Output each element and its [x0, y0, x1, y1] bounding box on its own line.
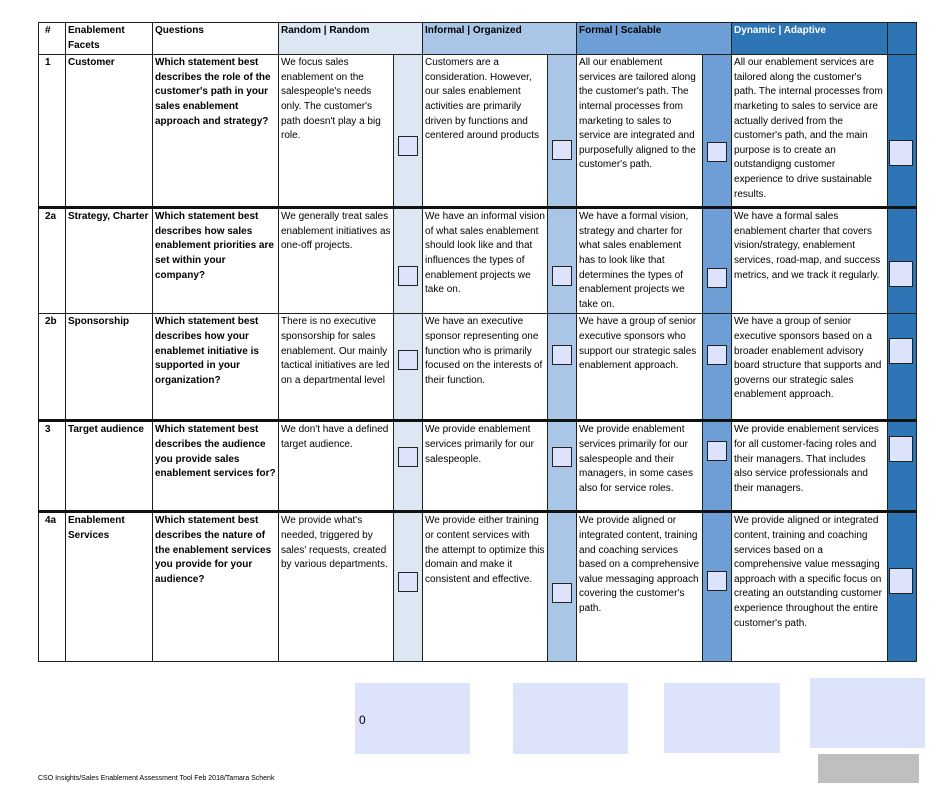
select-cell-dynamic — [888, 55, 917, 208]
table-row — [39, 421, 917, 512]
select-cell-random — [394, 55, 423, 208]
select-cell-formal — [703, 421, 732, 512]
checkbox-random[interactable] — [398, 266, 418, 286]
checkbox-informal[interactable] — [552, 583, 572, 603]
select-cell-dynamic — [888, 512, 917, 662]
checkbox-dynamic[interactable] — [889, 568, 913, 594]
answer-random: There is no executive sponsorship for sales enablement. Our mainly tactical initiatives are led on a departmental level — [279, 314, 394, 421]
checkbox-formal[interactable] — [707, 571, 727, 591]
select-cell-random — [394, 208, 423, 314]
select-cell-formal — [703, 512, 732, 662]
score-total-formal[interactable] — [664, 683, 780, 753]
table-row — [39, 314, 917, 421]
answer-dynamic: We provide aligned or integrated content, training and coaching services based on a comprehensive value messaging approach with a specific focus on creating an outstanding customer experience throughout the entire customer's path. — [732, 512, 888, 662]
header-questions: Questions — [153, 23, 279, 55]
row-facet: Target audience — [66, 421, 153, 512]
header-num: # — [39, 23, 66, 55]
answer-dynamic: We have a formal sales enablement charter that covers vision/strategy, enablement services, road-map, and success metrics, and we track it regularly. — [732, 208, 888, 314]
row-facet: Customer — [66, 55, 153, 208]
assessment-table — [38, 22, 917, 662]
table-row — [39, 55, 917, 208]
answer-formal: We provide aligned or integrated content, training and coaching services based on a comprehensive value messaging approach covering the customer's path. — [577, 512, 703, 662]
header-level-informal: Informal | Organized — [423, 23, 577, 55]
select-cell-dynamic — [888, 208, 917, 314]
checkbox-random[interactable] — [398, 447, 418, 467]
row-number: 3 — [39, 421, 66, 512]
answer-dynamic: All our enablement services are tailored along the customer's path. The internal processes from marketing to sales to service are actually derived from the customer's path, and the main purpose is to create an outstandigng customer experience to drive sustainable results. — [732, 55, 888, 208]
checkbox-formal[interactable] — [707, 345, 727, 365]
select-cell-dynamic — [888, 314, 917, 421]
select-cell-informal — [548, 55, 577, 208]
select-cell-formal — [703, 314, 732, 421]
header-level-dynamic-select — [888, 23, 917, 55]
row-facet: Sponsorship — [66, 314, 153, 421]
checkbox-informal[interactable] — [552, 140, 572, 160]
answer-random: We provide what's needed, triggered by sales' requests, created by various departments. — [279, 512, 394, 662]
row-question: Which statement best describes the nature of the enablement services you provide for your audience? — [153, 512, 279, 662]
row-question: Which statement best describes how sales enablement priorities are set within your company? — [153, 208, 279, 314]
row-number: 2b — [39, 314, 66, 421]
score-total-informal[interactable] — [513, 683, 628, 754]
checkbox-dynamic[interactable] — [889, 338, 913, 364]
table-row — [39, 512, 917, 662]
checkbox-random[interactable] — [398, 136, 418, 156]
checkbox-dynamic[interactable] — [889, 261, 913, 287]
answer-random: We focus sales enablement on the salespeople's needs only. The customer's path doesn't play a big role. — [279, 55, 394, 208]
select-cell-informal — [548, 314, 577, 421]
answer-random: We generally treat sales enablement initiatives as one-off projects. — [279, 208, 394, 314]
row-facet: Enablement Services — [66, 512, 153, 662]
checkbox-random[interactable] — [398, 572, 418, 592]
header-level-random: Random | Random — [279, 23, 423, 55]
score-total-dynamic[interactable] — [810, 678, 925, 748]
select-cell-random — [394, 512, 423, 662]
answer-formal: All our enablement services are tailored along the customer's path. The internal processes from marketing to sales to service are integrated and purposefully aligned to the customer's path. — [577, 55, 703, 208]
answer-informal: We provide either training or content services with the attempt to optimize this domain and make it consistent and effective. — [423, 512, 548, 662]
select-cell-random — [394, 421, 423, 512]
row-question: Which statement best describes the role of the customer's path in your sales enablement approach and strategy? — [153, 55, 279, 208]
score-total-random[interactable] — [355, 683, 470, 754]
select-cell-formal — [703, 208, 732, 314]
row-number: 1 — [39, 55, 66, 208]
select-cell-dynamic — [888, 421, 917, 512]
answer-formal: We have a group of senior executive sponsors who support our strategic sales enablement approach. — [577, 314, 703, 421]
answer-formal: We have a formal vision, strategy and charter for what sales enablement has to look like that determines the types of enablement projects we take on. — [577, 208, 703, 314]
select-cell-formal — [703, 55, 732, 208]
select-cell-informal — [548, 512, 577, 662]
header-level-formal: Formal | Scalable — [577, 23, 732, 55]
header-facets: Enablement Facets — [66, 23, 153, 55]
checkbox-dynamic[interactable] — [889, 140, 913, 166]
score-total-value: 0 — [359, 713, 366, 727]
answer-dynamic: We provide enablement services for all customer-facing roles and their managers. That includes also service professionals and their managers. — [732, 421, 888, 512]
checkbox-formal[interactable] — [707, 441, 727, 461]
checkbox-informal[interactable] — [552, 345, 572, 365]
checkbox-random[interactable] — [398, 350, 418, 370]
row-question: Which statement best describes how your enablemet initiative is supported in your organization? — [153, 314, 279, 421]
checkbox-informal[interactable] — [552, 266, 572, 286]
answer-random: We don't have a defined target audience. — [279, 421, 394, 512]
checkbox-formal[interactable] — [707, 142, 727, 162]
answer-formal: We provide enablement services primarily for our salespeople and their managers, in some cases also for service roles. — [577, 421, 703, 512]
answer-informal: We have an executive sponsor representing one function who is primarily focused on the interests of their function. — [423, 314, 548, 421]
answer-dynamic: We have a group of senior executive sponsors based on a broader enablement advisory board structure that supports and governs our strategic sales enablement approach. — [732, 314, 888, 421]
checkbox-formal[interactable] — [707, 268, 727, 288]
row-number: 4a — [39, 512, 66, 662]
select-cell-random — [394, 314, 423, 421]
row-number: 2a — [39, 208, 66, 314]
answer-informal: We provide enablement services primarily for our salespeople. — [423, 421, 548, 512]
table-row — [39, 208, 917, 314]
footer-credit: CSO Insights/Sales Enablement Assessment Tool Feb 2018/Tamara Schenk — [38, 775, 275, 782]
overall-score-cell — [818, 754, 919, 783]
row-question: Which statement best describes the audience you provide sales enablement services for? — [153, 421, 279, 512]
header-row — [39, 23, 917, 55]
row-facet: Strategy, Charter — [66, 208, 153, 314]
checkbox-dynamic[interactable] — [889, 436, 913, 462]
header-level-dynamic: Dynamic | Adaptive — [732, 23, 888, 55]
answer-informal: Customers are a consideration. However, our sales enablement activities are primarily driven by functions and centered around products — [423, 55, 548, 208]
answer-informal: We have an informal vision of what sales enablement should look like and that influences the types of enablement projects we take on. — [423, 208, 548, 314]
select-cell-informal — [548, 208, 577, 314]
select-cell-informal — [548, 421, 577, 512]
checkbox-informal[interactable] — [552, 447, 572, 467]
